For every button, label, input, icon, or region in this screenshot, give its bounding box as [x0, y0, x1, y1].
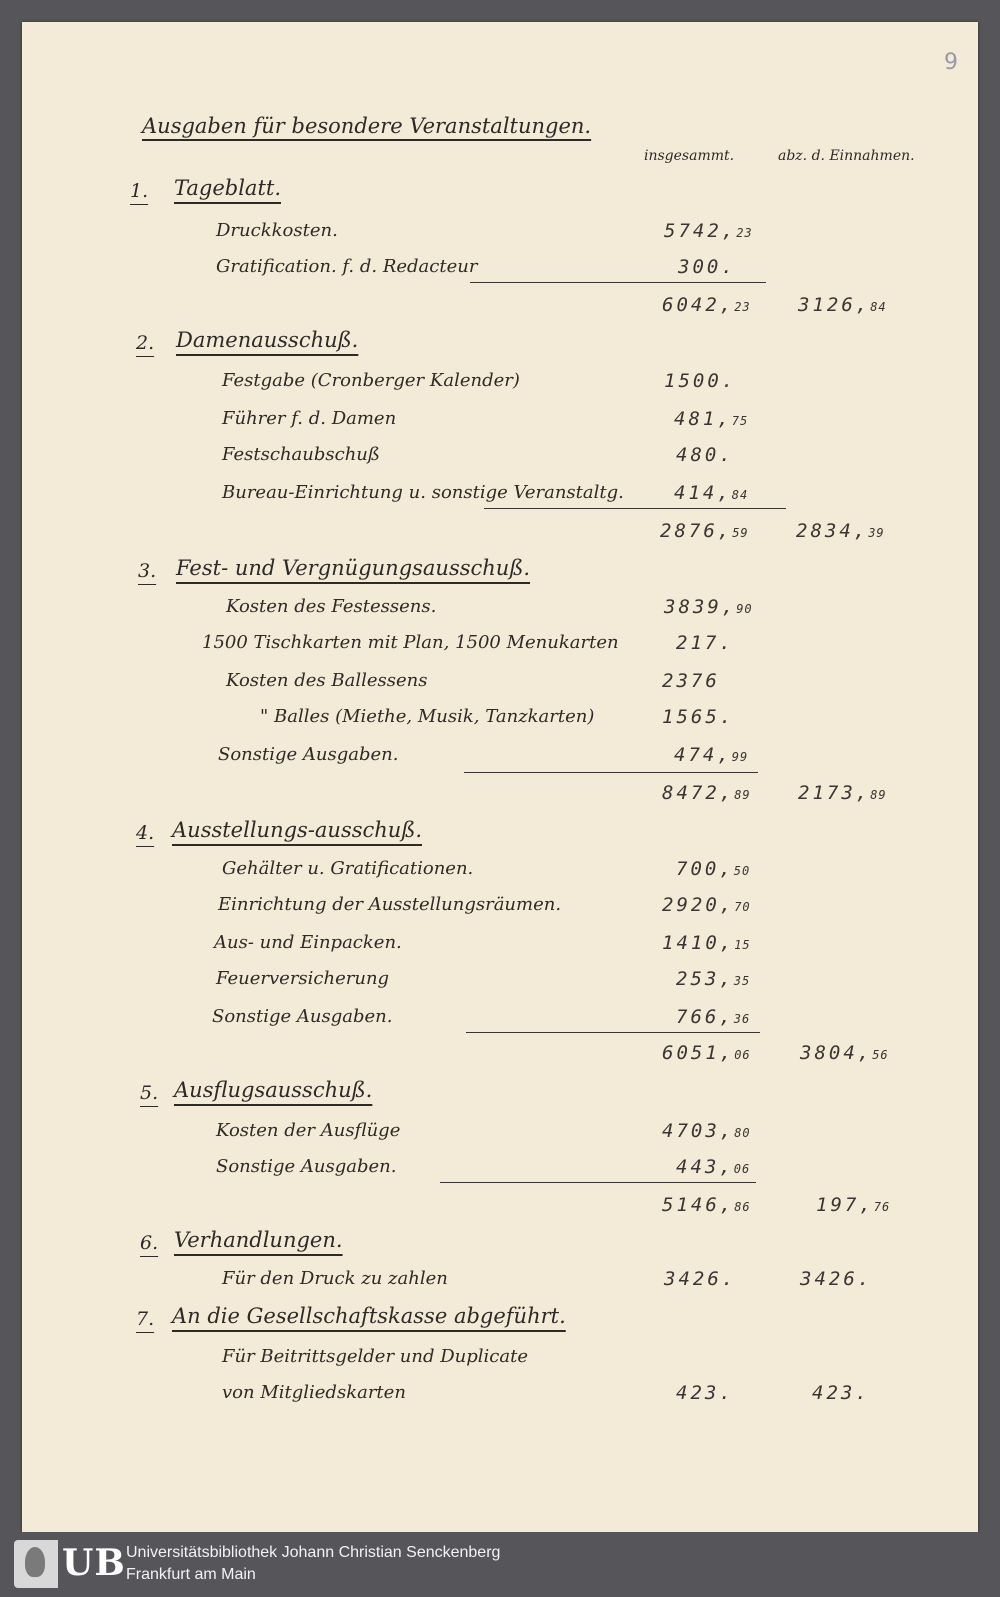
line-item-label: " Balles (Miethe, Musik, Tanzkarten) [260, 706, 595, 727]
section-net-total: 197,76 [816, 1194, 891, 1216]
line-item-amount: 3839,90 [664, 596, 753, 618]
line-item-label: 1500 Tischkarten mit Plan, 1500 Menukarten [202, 632, 619, 653]
line-item-label: Führer f. d. Damen [222, 408, 397, 429]
portrait-icon [14, 1540, 58, 1588]
section-number: 5. [140, 1082, 159, 1104]
section-title: An die Gesellschaftskasse abgeführt. [172, 1304, 566, 1328]
ub-logo[interactable] [14, 1540, 126, 1588]
line-item-amount: 5742,23 [664, 220, 753, 242]
line-item-label: Sonstige Ausgaben. [212, 1006, 393, 1027]
section-total: 6051,06 [662, 1042, 751, 1064]
section-total: 5146,86 [662, 1194, 751, 1216]
line-item-amount: 423. [676, 1382, 734, 1404]
line-item-amount: 1500. [664, 370, 737, 392]
line-item-label: Kosten der Ausflüge [216, 1120, 401, 1141]
section-net-total: 2834,39 [796, 520, 885, 542]
logo-text: UB [62, 1542, 126, 1584]
sum-rule [464, 772, 758, 773]
sum-rule [470, 282, 766, 283]
section-net-total: 3126,84 [798, 294, 887, 316]
line-item-label: von Mitgliedskarten [222, 1382, 406, 1403]
line-item-amount: 481,75 [674, 408, 749, 430]
section-total: 2876,59 [660, 520, 749, 542]
line-item-label: Sonstige Ausgaben. [216, 1156, 397, 1177]
line-item-label: Gehälter u. Gratificationen. [222, 858, 474, 879]
section-number: 2. [136, 332, 155, 354]
section-number: 7. [136, 1308, 155, 1330]
line-item-amount: 1565. [662, 706, 735, 728]
manuscript-page [22, 22, 978, 1532]
section-number: 3. [138, 560, 157, 582]
line-item-amount: 253,35 [676, 968, 751, 990]
library-footer [0, 1532, 1000, 1597]
section-title: Damenausschuß. [176, 328, 359, 352]
line-item-label: Festgabe (Cronberger Kalender) [222, 370, 520, 391]
section-net-total: 2173,89 [798, 782, 887, 804]
sum-rule [466, 1032, 760, 1033]
column-header-total: insgesammt. [644, 148, 735, 164]
line-item-amount: 443,06 [676, 1156, 751, 1178]
line-item-net-amount: 3426. [800, 1268, 873, 1290]
line-item-amount: 2376 [662, 670, 720, 692]
line-item-amount: 3426. [664, 1268, 737, 1290]
library-city: Frankfurt am Main [126, 1566, 256, 1583]
section-total: 6042,23 [662, 294, 751, 316]
line-item-amount: 474,99 [674, 744, 749, 766]
sum-rule [484, 508, 786, 509]
section-title: Ausstellungs-ausschuß. [172, 818, 423, 842]
line-item-net-amount: 423. [812, 1382, 870, 1404]
line-item-amount: 300. [678, 256, 736, 278]
line-item-label: Sonstige Ausgaben. [218, 744, 399, 765]
line-item-label: Druckkosten. [216, 220, 338, 241]
line-item-amount: 700,50 [676, 858, 751, 880]
line-item-amount: 766,36 [676, 1006, 751, 1028]
section-net-total: 3804,56 [800, 1042, 889, 1064]
line-item-amount: 1410,15 [662, 932, 751, 954]
line-item-amount: 4703,80 [662, 1120, 751, 1142]
line-item-label: Einrichtung der Ausstellungsräumen. [218, 894, 562, 915]
page-number: 9 [944, 50, 958, 75]
section-title: Ausflugsausschuß. [174, 1078, 373, 1102]
line-item-label: Kosten des Festessens. [226, 596, 437, 617]
section-number: 4. [136, 822, 155, 844]
section-number: 1. [130, 180, 149, 202]
line-item-label: Aus- und Einpacken. [214, 932, 402, 953]
sum-rule [440, 1182, 756, 1183]
line-item-label: Für Beitrittsgelder und Duplicate [222, 1346, 528, 1367]
line-item-amount: 217. [676, 632, 734, 654]
line-item-amount: 2920,70 [662, 894, 751, 916]
line-item-label: Gratification. f. d. Redacteur [216, 256, 478, 277]
line-item-label: Für den Druck zu zahlen [222, 1268, 448, 1289]
section-total: 8472,89 [662, 782, 751, 804]
line-item-label: Kosten des Ballessens [226, 670, 428, 691]
line-item-label: Bureau-Einrichtung u. sonstige Veranstaltg. [222, 482, 624, 503]
column-header-net: abz. d. Einnahmen. [778, 148, 915, 164]
line-item-amount: 414,84 [674, 482, 749, 504]
section-number: 6. [140, 1232, 159, 1254]
line-item-label: Feuerversicherung [216, 968, 390, 989]
page-title: Ausgaben für besondere Veranstaltungen. [142, 114, 592, 138]
section-title: Tageblatt. [174, 176, 281, 200]
line-item-amount: 480. [676, 444, 734, 466]
section-title: Fest- und Vergnügungsausschuß. [176, 556, 531, 580]
section-title: Verhandlungen. [174, 1228, 343, 1252]
library-name: Universitätsbibliothek Johann Christian Senckenberg [126, 1544, 501, 1561]
line-item-label: Festschaubschuß [222, 444, 380, 465]
